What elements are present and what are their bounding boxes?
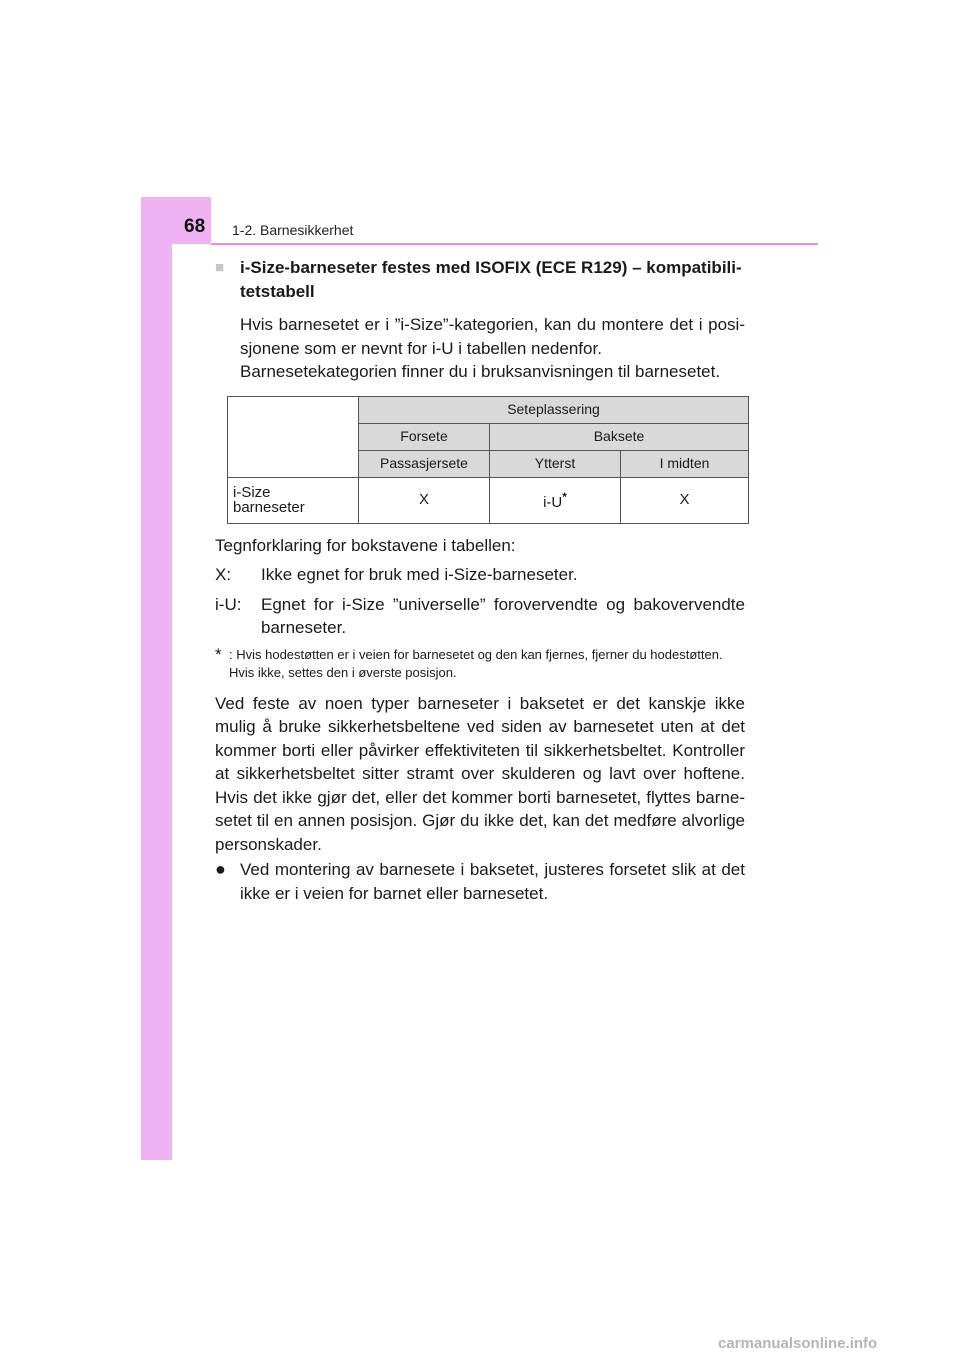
table-group-header: Seteplassering [359, 396, 749, 423]
table-sub-header-rear: Baksete [490, 423, 749, 450]
body-paragraph: Ved feste av noen typer barneseter i baksetet er det kanskje ikke mulig å bruke sikkerhetsbeltene ved siden av barnesetet uten at det kommer borti eller påvirker effektiviteten til sikkerhetsbeltet. Kontroller at sikkerhetsbeltet sitter stramt over skulderen og lavt over hoftene. Hvis det ikke gjør det, eller det kommer borti barnesetet, flyttes barnesetet til en annen posisjon. Gjør du ikke det, kan det medføre alvorlige personskader. [215, 693, 745, 854]
filled-circle-bullet-icon: ● [215, 859, 226, 879]
table-col-header-middle: I midten [621, 450, 749, 477]
legend-item [215, 563, 745, 587]
cell-outer-value: i-U [543, 493, 563, 511]
table-corner-cell [228, 396, 359, 477]
section-heading-text: i-Size-barneseter festes med ISOFIX (ECE R129) – kompatibilitetstabell [240, 258, 742, 301]
compatibility-table [227, 396, 749, 524]
row-label-line2: barneseter [233, 499, 305, 516]
header-divider [211, 243, 818, 245]
legend-key: i-U: [215, 594, 242, 614]
intro-paragraph-1: Hvis barnesetet er i ”i-Size”-kategorien, kan du montere det i posisjonene som er nevnt for i-U i tabellen nedenfor. [240, 315, 745, 358]
table-row-label [228, 477, 359, 523]
table-col-header-outer: Ytterst [490, 450, 621, 477]
table-sub-header-front: Forsete [359, 423, 490, 450]
bullet-text: Ved montering av barnesete i baksetet, justeres forsetet slik at det ikke er i veien for barnet eller barnesetet. [240, 860, 745, 903]
footnote-line1: : Hvis hodestøtten er i veien for barnesetet og den kan fjernes, fjerner du hodestøtten. [229, 646, 723, 662]
page-number: 68 [184, 216, 206, 237]
side-tab [141, 197, 172, 1160]
row-label-line1: i-Size [233, 484, 271, 501]
table-cell-passenger: X [359, 477, 490, 523]
footnote-text [229, 646, 745, 682]
intro-paragraph-2: Barnesetekategorien finner du i bruksanvisningen til barnesetet. [240, 362, 721, 381]
watermark: carmanualsonline.info [718, 1335, 878, 1352]
square-bullet-icon: ■ [215, 259, 225, 276]
page-content [215, 256, 745, 905]
table-cell-middle: X [621, 477, 749, 523]
table-col-header-passenger: Passasjersete [359, 450, 490, 477]
footnote-mark: * [215, 644, 222, 664]
legend-text: Egnet for i-Size ”universelle” forovervendte og bakovervendte barneseter. [261, 594, 745, 637]
bullet-item [215, 858, 745, 905]
footnote-line2: Hvis ikke, settes den i øverste posisjon. [229, 664, 457, 680]
legend-title: Tegnforklaring for bokstavene i tabellen: [215, 535, 516, 555]
legend-item [215, 593, 745, 640]
section-title: 1-2. Barnesikkerhet [232, 222, 354, 238]
table-row [228, 477, 749, 523]
footnote [215, 646, 745, 682]
legend-text: Ikke egnet for bruk med i-Size-barneseter. [261, 565, 578, 584]
asterisk-mark: * [562, 489, 567, 504]
legend-key: X: [215, 565, 232, 584]
table-cell-outer [490, 477, 621, 523]
section-heading [215, 256, 745, 303]
